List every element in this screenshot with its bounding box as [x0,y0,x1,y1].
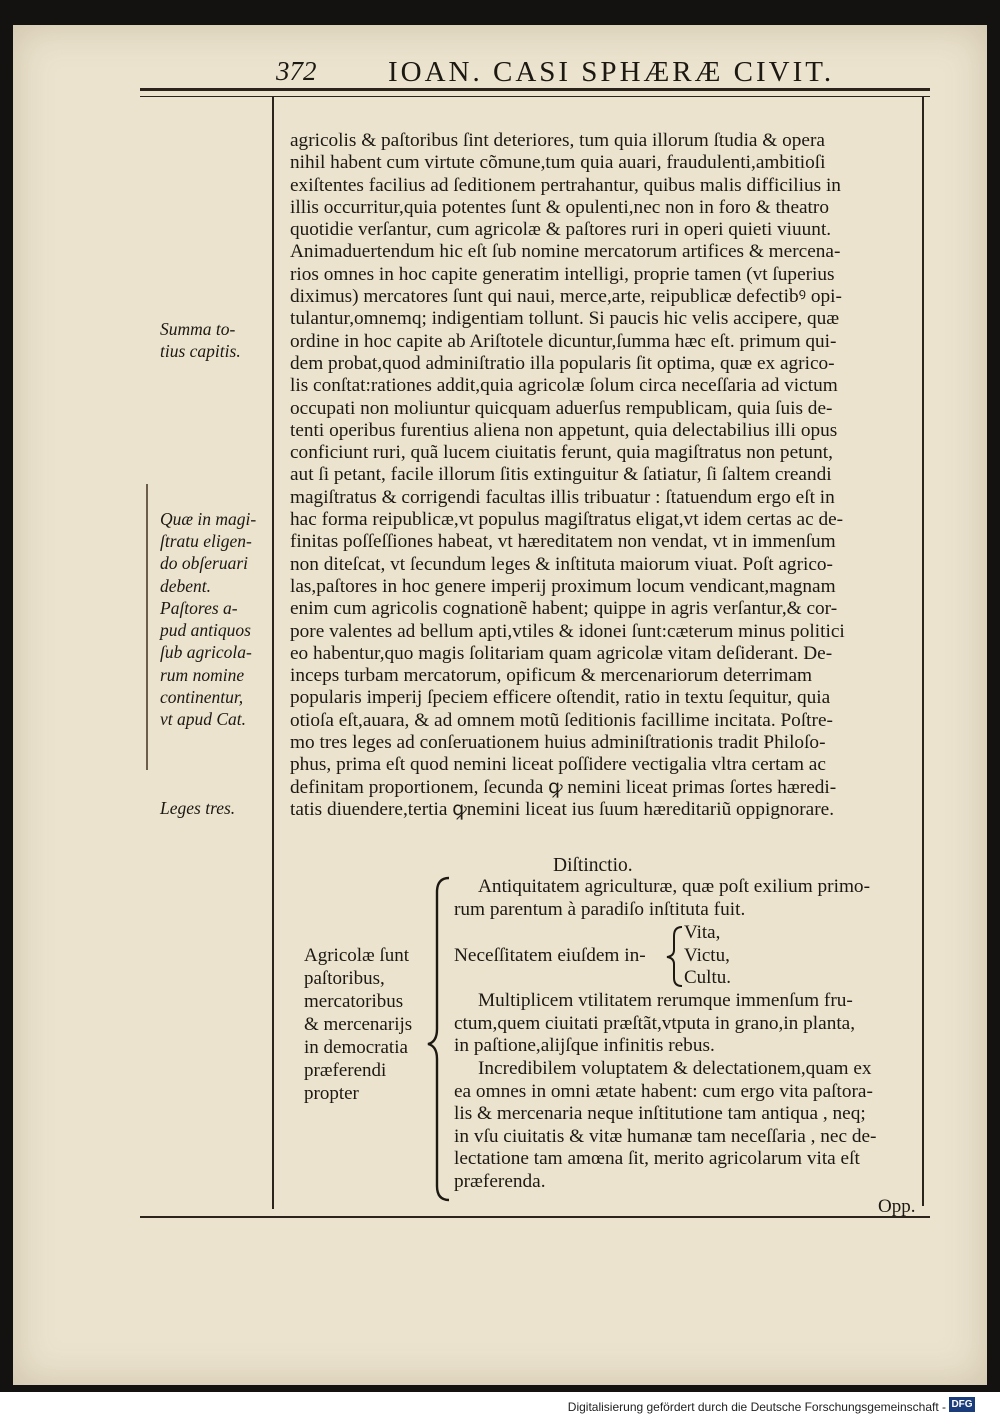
distinctio-item-line: præferenda. [454,1170,546,1192]
distinctio-item-line: lectatione tam amœna ſit, merito agricolarum vita eſt [454,1148,860,1170]
body-line: tulantur,omnemq; indigentiam tollunt. Si paucis hic velis accipere, quæ [290,308,840,330]
distinctio-item-line: lis & mercenaria neque inſtitutione tam antiqua , neq; [454,1103,866,1125]
bottom-rule [140,1216,930,1218]
page-number: 372 [276,56,317,86]
marginal-note [160,318,241,362]
distinctio-left-line: præferendi [304,1060,387,1081]
body-line: tatis diuendere,tertia ꝙnemini liceat ius ſuum hæreditariũ oppignorare. [290,798,835,820]
marginal-note-line: ſub agricola- [160,642,252,663]
marginal-note-line: tius capitis. [160,341,241,362]
margin-column-divider [272,97,274,1209]
distinctio-item [454,990,856,1058]
body-line: definitam proportionem, ſecunda ꝙ nemini liceat primas ſortes hæredi- [290,776,837,798]
distinctio-subitem: Vita, [684,922,721,943]
distinctio-item-line: in paſtione,alijſque infinitis rebus. [454,1035,715,1057]
catchword: Opp. [878,1196,916,1217]
body-line: otioſa eſt,auara, & ad omnem motũ ſeditionis facillime incitata. Poſtre- [290,709,833,731]
body-line: phus, prima eſt quod nemini liceat poſſidere vectigalia vltra certam ac [290,754,826,776]
marginal-note [160,597,252,730]
marginal-note-line: Summa to- [160,319,236,339]
body-line: tenti operibus furentius aliena non appetunt, quia delectabilius illi opus [290,419,838,441]
body-line: las,paſtores in hoc genere imperij proximum locum vendicant,magnam [290,575,836,597]
marginal-note-line: Paſtores a- [160,598,238,618]
small-brace-icon [664,924,686,988]
distinctio-left-line: Agricolæ ſunt [304,945,410,966]
body-line: nihil habent cum virtute cõmune,tum quia auari, fraudulenti,ambitioſi [290,152,826,174]
distinctio-heading: Diſtinctio. [553,855,633,876]
body-line: rios omnes in hoc capite generatim intelligi, proprie tamen (vt ſuperius [290,263,835,285]
body-line: hac forma reipublicæ,vt populus magiſtratus eligat,vt idem certas ac de- [290,509,844,531]
distinctio-item-line: ctum,quem ciuitati præſtãt,vtputa in grano,in planta, [454,1012,856,1034]
footer-credit: Digitalisierung gefördert durch die Deutsche Forschungsgemeinschaft - [567,1400,946,1414]
marginal-note-line: debent. [160,575,212,596]
dfg-logo-icon: DFG [949,1397,975,1412]
body-line: diximus) mercatores ſunt qui naui, merce,arte, reipublicæ defectibꝰ opi- [290,286,842,308]
distinctio-item-line: Multiplicem vtilitatem rerumque immenſum fru- [478,990,853,1011]
distinctio-item-line: rum parentum à paradiſo inſtituta fuit. [454,898,746,920]
distinctio-left-line: in democratia [304,1037,408,1058]
distinctio-item-line: Neceſſitatem eiuſdem in- [454,945,646,966]
distinctio-item-line: in vſu ciuitatis & vitæ humanæ tam neceſſaria , nec de- [454,1125,877,1147]
body-line: magiſtratus & corrigendi facultas illis tribuatur : ſtatuendum ergo eſt in [290,486,835,508]
marginal-note-line: continentur, [160,686,244,707]
body-line: finitas poſſeſſiones habeat, vt hæreditatem non vendat, vt in immenſum [290,531,836,553]
body-line: inceps turbam mercatorum, opificum & mercenariorum deterrimam [290,665,813,687]
large-brace-icon [425,874,455,1204]
marginal-note-line: Leges tres. [160,798,236,818]
body-line: non diteſcat, vt ſecundum leges & inſtituta maiorum viuat. Poſt agrico- [290,553,833,575]
body-line: mo tres leges ad conſeruationem huius adminiſtrationis tradit Philoſo- [290,732,826,754]
body-line: occupati non moliuntur quicquam aduerſus rempublicam, quia ſuis de- [290,397,833,419]
margin-section-separator [146,484,148,770]
distinctio-item [454,945,646,968]
body-line: quotidie verſantur, cum agricolæ & paſtores ruri in operi quieti viuunt. [290,219,832,241]
distinctio-left-line: mercatoribus [304,991,404,1012]
marginal-note-line: Quæ in magi- [160,509,257,529]
body-line: popularis imperij ſpeciem efficere oſtendit, ratio in textu ſequitur, quia [290,687,831,709]
body-line: Animaduertendum hic eſt ſub nomine mercatorum artifices & mercena- [290,241,841,263]
body-line: aut ſi petant, facile illorum ſitis extinguitur & ſatiatur, ſi ſaltem creandi [290,464,832,486]
body-line: ordine in hoc capite ab Ariſtotele dicuntur,ſumma hæc eſt. primum qui- [290,330,837,352]
body-line: pore valentes ad bellum apti,vtiles & idonei ſunt:cæterum minus politici [290,620,845,642]
distinctio-subitem: Cultu. [684,967,731,988]
marginal-note-line: rum nomine [160,664,245,685]
body-line: illis occurritur,quia potentes ſunt & opulenti,nec non in foro & theatro [290,196,829,218]
distinctio-left-label [304,944,412,1105]
body-line: eo habentur,quo magis ſolitariam quam agricolæ vitam deſiderant. De- [290,642,833,664]
distinctio-left-line: propter [304,1083,359,1104]
body-line: exiſtentes facilius ad ſeditionem pertrahantur, quibus malis difficilius in [290,174,841,196]
distinctio-subitem: Victu, [684,945,730,966]
marginal-note-line: vt apud Cat. [160,709,247,730]
marginal-note-line: pud antiquos [160,620,251,641]
body-line: dem probat,quod adminiſtratio illa popularis ſit optima, quæ ex agrico- [290,352,835,374]
distinctio-left-line: paſtoribus, [304,968,385,989]
marginal-note [160,508,256,597]
body-line: enim cum agricolis cognationẽ habent; quippe in agris verſantur,& cor- [290,598,838,620]
body-text [290,130,940,821]
body-line: agricolis & paſtoribus ſint deteriores, tum quia illorum ſtudia & opera [290,130,825,151]
distinctio-item [454,1058,877,1194]
distinctio-item-line: Incredibilem voluptatem & delectationem,quam ex [478,1058,872,1079]
distinctio-left-line: & mercenarijs [304,1014,413,1035]
body-line: conficiunt ruri, quã lucem ciuitatis ferunt, quia magiſtratus non petunt, [290,442,833,464]
running-title: IOAN. CASI SPHÆRÆ CIVIT. [388,56,835,88]
body-line: lis conſtat:rationes addit,quia agricolæ ſolum circa neceſſaria ad victum [290,375,838,397]
distinctio-item [454,876,870,921]
marginal-note-line: do obſeruari [160,553,248,574]
marginal-note [160,797,235,819]
distinctio-item-line: ea omnes in omni ætate habent: cum ergo vita paſtora- [454,1080,873,1102]
distinctio-item-line: Antiquitatem agriculturæ, quæ poſt exilium primo- [478,876,870,897]
marginal-note-line: ſtratu eligen- [160,531,252,552]
